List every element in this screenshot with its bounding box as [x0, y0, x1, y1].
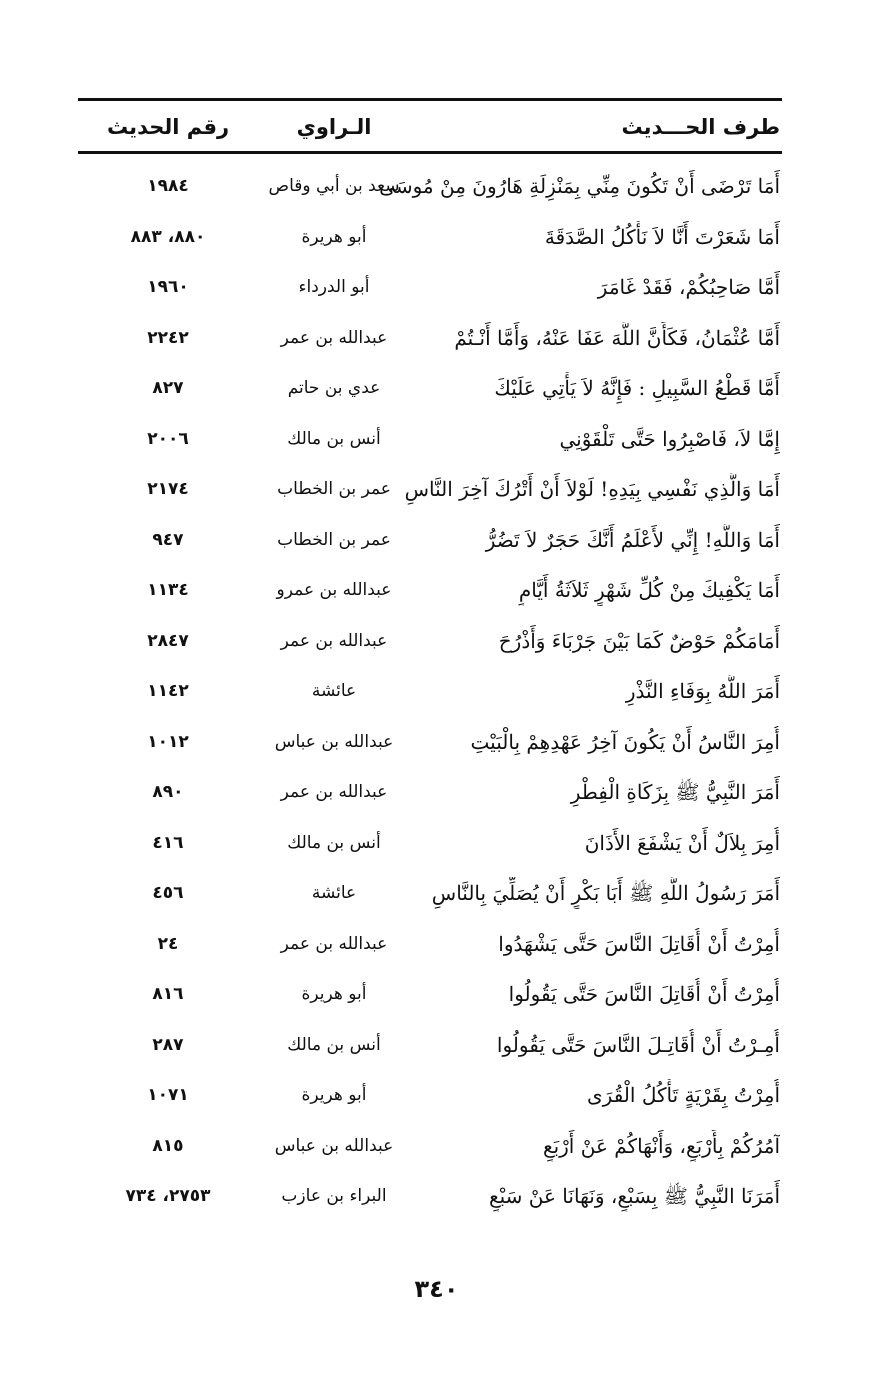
hadith-text: أَمَّا قَطْعُ السَّبِيلِ : فَإِنَّهُ لاَ يَأْتِي عَلَيْكَ: [494, 376, 780, 400]
table-row: [78, 970, 782, 1021]
hadith-number: ٨١٦: [152, 984, 184, 1004]
page-number: ٣٤٠: [414, 1275, 459, 1303]
hadith-number: ٢٢٤٢: [147, 327, 189, 348]
table-row: [78, 162, 782, 213]
table-row: [78, 819, 782, 870]
hadith-text: أُمِرْتُ أَنْ أُقَاتِلَ النَّاسَ حَتَّى يَشْهَدُوا: [498, 931, 780, 956]
table-header: [78, 104, 782, 150]
hadith-number: ٢٠٠٦: [147, 428, 189, 449]
narrator: عبدالله بن عمر: [280, 782, 388, 802]
narrator: عبدالله بن عمر: [280, 630, 388, 651]
hadith-text: أُمِـرْتُ أَنْ أُقَاتِـلَ النَّاسَ حَتَّى يَقُولُوا: [496, 1032, 780, 1057]
table-row: [78, 213, 782, 264]
narrator: أبو هريرة: [301, 226, 367, 247]
table-row: [78, 920, 782, 971]
table-row: [78, 314, 782, 365]
hadith-number: ٢٤: [157, 933, 179, 954]
hadith-number: ٨٩٠: [152, 782, 184, 802]
narrator: أنس بن مالك: [287, 428, 381, 449]
hadith-number: ١٩٨٤: [147, 176, 189, 196]
hadith-text: أَمَرَنَا النَّبِيُّ ﷺ بِسَبْعٍ، وَنَهَانَا عَنْ سَبْعٍ: [489, 1184, 780, 1208]
hadith-number: ٩٤٧: [152, 529, 184, 550]
hadith-text: أُمِرَ النَّاسُ أَنْ يَكُونَ آخِرُ عَهْدِهِمْ بِالْبَيْتِ: [470, 729, 780, 754]
header-narrator: الـراوي: [296, 115, 372, 139]
header-top-rule: [78, 98, 782, 101]
hadith-text: أُمِرَ بِلاَلٌ أَنْ يَشْفَعَ الأَذَانَ: [584, 830, 780, 855]
hadith-number: ١١٤٢: [147, 681, 189, 701]
narrator: سعد بن أبي وقاص: [268, 176, 400, 196]
hadith-text: إِمَّا لاَ، فَاصْبِرُوا حَتَّى تَلْقَوْنِي: [559, 426, 780, 451]
hadith-text: أُمِرْتُ أَنْ أُقَاتِلَ النَّاسَ حَتَّى يَقُولُوا: [508, 982, 780, 1006]
hadith-text: أَمَرَ رَسُولُ اللَّهِ ﷺ أَبَا بَكْرٍ أَنْ يُصَلِّيَ بِالنَّاسِ: [431, 881, 780, 905]
narrator: عمر بن الخطاب: [277, 479, 391, 499]
narrator: أبو الدرداء: [298, 277, 370, 297]
table-row: [78, 566, 782, 617]
narrator: عبدالله بن عباس: [274, 731, 394, 752]
hadith-text: أَمَّا عُثْمَانُ، فَكَأَنَّ اللَّهَ عَفَا عَنْهُ، وَأَمَّا أَنْـتُمْ: [454, 325, 780, 350]
narrator: عبدالله بن عمر: [280, 327, 388, 348]
narrator: عمر بن الخطاب: [277, 529, 391, 550]
hadith-number: ١٠١٢: [147, 731, 189, 752]
hadith-number: ٤٥٦: [152, 883, 184, 903]
narrator: عبدالله بن عمرو: [276, 580, 392, 600]
header-hadith: طرف الحـــديث: [621, 115, 780, 139]
table-row: [78, 869, 782, 920]
narrator: أنس بن مالك: [287, 832, 381, 853]
table-row: [78, 263, 782, 314]
hadith-number: ٢٨٧: [152, 1034, 184, 1055]
hadith-text: أُمِرْتُ بِقَرْيَةٍ تَأْكُلُ الْقُرَى: [587, 1083, 780, 1107]
table-row: [78, 1172, 782, 1223]
table-row: [78, 1071, 782, 1122]
hadith-number: ٢٧٥٣، ٧٣٤: [125, 1186, 211, 1206]
hadith-number: ١٠٧١: [147, 1085, 189, 1105]
table-row: [78, 617, 782, 668]
table-row: [78, 1021, 782, 1072]
hadith-number: ٨٢٧: [152, 378, 184, 398]
table-row: [78, 465, 782, 516]
hadith-number: ١١٣٤: [147, 580, 189, 600]
hadith-text: أَمَا شَعَرْتَ أَنَّا لاَ نَأْكُلُ الصَّدَقَةَ: [544, 224, 780, 249]
hadith-number: ٨٨٠، ٨٨٣: [130, 226, 206, 247]
hadith-text: أَمَامَكُمْ حَوْضٌ كَمَا بَيْنَ جَرْبَاءَ وَأَذْرُحَ: [498, 628, 780, 653]
hadith-text: أَمَا تَرْضَى أَنْ تَكُونَ مِنِّي بِمَنْزِلَةِ هَارُونَ مِنْ مُوسَى: [379, 174, 780, 198]
table-row: [78, 516, 782, 567]
hadith-text: أَمَّا صَاحِبُكُمْ، فَقَدْ غَامَرَ: [597, 275, 780, 299]
hadith-index-table: [78, 162, 782, 1223]
table-row: [78, 364, 782, 415]
hadith-text: أَمَا يَكْفِيكَ مِنْ كُلِّ شَهْرٍ ثَلاَثَةُ أَيَّامٍ: [518, 578, 780, 602]
table-row: [78, 768, 782, 819]
header-bottom-rule: [78, 151, 782, 154]
hadith-text: آمُرُكُمْ بِأَرْبَعٍ، وَأَنْهَاكُمْ عَنْ أَرْبَعٍ: [542, 1133, 780, 1158]
hadith-text: أَمَرَ النَّبِيُّ ﷺ بِزَكَاةِ الْفِطْرِ: [570, 780, 780, 804]
header-number: رقم الحديث: [106, 115, 230, 139]
hadith-number: ٢٨٤٧: [147, 630, 189, 651]
hadith-number: ٤١٦: [152, 832, 184, 853]
narrator: أبو هريرة: [301, 1085, 367, 1105]
table-row: [78, 1122, 782, 1173]
table-row: [78, 718, 782, 769]
hadith-text: أَمَا وَاللَّهِ! إِنِّي لأَعْلَمُ أَنَّكَ حَجَرٌ لاَ تَضُرُّ: [485, 527, 780, 552]
narrator: أنس بن مالك: [287, 1034, 381, 1055]
narrator: عبدالله بن عباس: [274, 1135, 394, 1156]
hadith-number: ٨١٥: [152, 1135, 184, 1156]
narrator: عائشة: [311, 883, 357, 903]
hadith-number: ٢١٧٤: [147, 479, 189, 499]
narrator: عبدالله بن عمر: [280, 933, 388, 954]
narrator: البراء بن عازب: [281, 1186, 387, 1206]
table-row: [78, 415, 782, 466]
hadith-text: أَمَا وَالَّذِي نَفْسِي بِيَدِهِ! لَوْلاَ أَنْ أَتْرُكَ آخِرَ النَّاسِ: [404, 477, 780, 501]
hadith-number: ١٩٦٠: [147, 277, 189, 297]
hadith-text: أَمَرَ اللَّهُ بِوَفَاءِ النَّذْرِ: [625, 679, 780, 703]
table-row: [78, 667, 782, 718]
narrator: عائشة: [311, 681, 357, 701]
narrator: أبو هريرة: [301, 984, 367, 1004]
narrator: عدي بن حاتم: [287, 378, 381, 398]
